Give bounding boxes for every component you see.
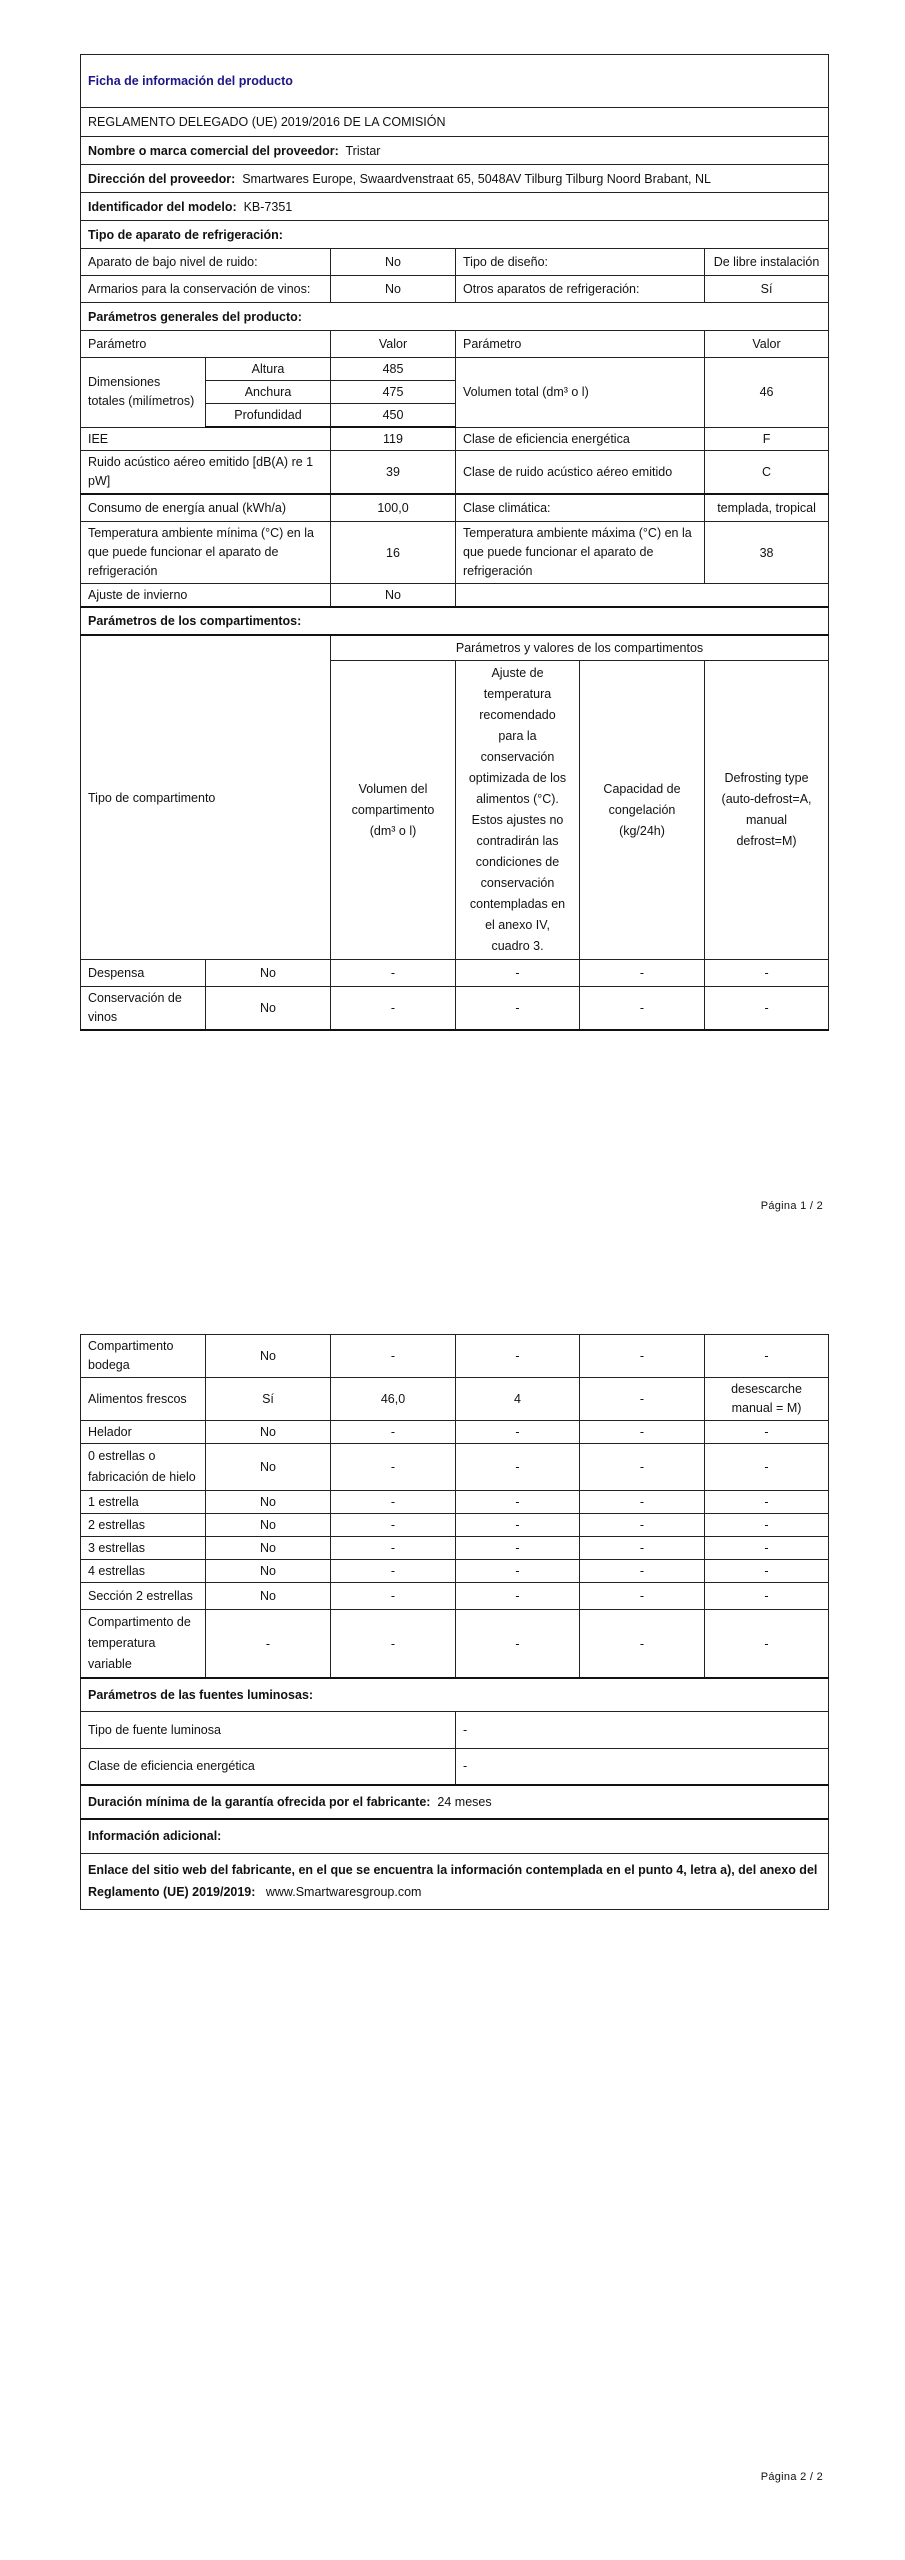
manufacturer-link-label: Enlace del sitio web del fabricante, en el que se encuentra la información contemplada en el punto 4, letra a), del anexo del Reglamento (UE) 2019/2019: xyxy=(88,1863,818,1899)
winter-setting-value: No xyxy=(331,584,456,608)
compartment-row xyxy=(81,1537,829,1560)
compartment-volume: - xyxy=(331,1491,456,1514)
compartment-defrost: - xyxy=(705,960,829,987)
compartment-temp: - xyxy=(456,1491,580,1514)
compartment-temp: - xyxy=(456,1335,580,1378)
supplier-name-row xyxy=(81,137,829,165)
energy-class-value: F xyxy=(705,427,829,451)
min-temp-label: Temperatura ambiente mínima (°C) en la que puede funcionar el aparato de refrigeración xyxy=(81,522,331,584)
compartment-row xyxy=(81,1335,829,1378)
page-number-2: Página 2 / 2 xyxy=(760,2471,823,2483)
compartment-freeze: - xyxy=(580,1610,705,1679)
supplier-address-value: Smartwares Europe, Swaardvenstraat 65, 5048AV Tilburg Tilburg Noord Brabant, NL xyxy=(242,171,711,186)
compartment-row xyxy=(81,987,829,1031)
other-refrigeration-label: Otros aparatos de refrigeración: xyxy=(456,276,705,303)
compartment-present: No xyxy=(206,1421,331,1444)
value-col-header: Valor xyxy=(331,331,456,358)
light-energy-class-value: - xyxy=(456,1748,829,1785)
climate-class-value: templada, tropical xyxy=(705,494,829,522)
compartment-freeze: - xyxy=(580,1335,705,1378)
manufacturer-website-link[interactable]: www.Smartwaresgroup.com xyxy=(265,1885,422,1899)
compartment-present: No xyxy=(206,1444,331,1491)
wine-storage-label: Armarios para la conservación de vinos: xyxy=(81,276,331,303)
compartment-freeze: - xyxy=(580,987,705,1031)
other-refrigeration-value: Sí xyxy=(705,276,829,303)
model-identifier-row xyxy=(81,193,829,221)
dimensions-label: Dimensiones totales (milímetros) xyxy=(81,358,206,428)
compartment-temp: - xyxy=(456,1514,580,1537)
compartment-present: No xyxy=(206,1335,331,1378)
compartment-row xyxy=(81,1583,829,1610)
annual-energy-label: Consumo de energía anual (kWh/a) xyxy=(81,494,331,522)
design-type-label: Tipo de diseño: xyxy=(456,249,705,276)
compartment-row xyxy=(81,1560,829,1583)
warranty-row xyxy=(81,1785,829,1819)
compartment-temp: - xyxy=(456,987,580,1031)
compartment-volume: 46,0 xyxy=(331,1378,456,1421)
compartment-freeze: - xyxy=(580,1378,705,1421)
param-col-header-2: Parámetro xyxy=(456,331,705,358)
freezing-capacity-col-header: Capacidad de congelación (kg/24h) xyxy=(580,661,705,960)
compartment-row xyxy=(81,1421,829,1444)
climate-class-label: Clase climática: xyxy=(456,494,705,522)
compartment-freeze: - xyxy=(580,1444,705,1491)
compartment-row xyxy=(81,1378,829,1421)
compartment-defrost: - xyxy=(705,1491,829,1514)
compartments-section-title: Parámetros de los compartimentos: xyxy=(81,607,829,635)
compartment-name: Despensa xyxy=(81,960,206,987)
winter-setting-label: Ajuste de invierno xyxy=(81,584,331,608)
height-label: Altura xyxy=(206,358,331,381)
param-col-header: Parámetro xyxy=(81,331,331,358)
appliance-type-section-title: Tipo de aparato de refrigeración: xyxy=(81,221,829,249)
compartment-name: Compartimento de temperatura variable xyxy=(81,1610,206,1679)
compartment-name: 4 estrellas xyxy=(81,1560,206,1583)
compartment-volume: - xyxy=(331,1335,456,1378)
total-volume-label: Volumen total (dm³ o l) xyxy=(456,358,705,428)
general-params-section-title: Parámetros generales del producto: xyxy=(81,303,829,331)
compartment-present: No xyxy=(206,1537,331,1560)
temperature-col-header: Ajuste de temperatura recomendado para la conservación optimizada de los alimentos (°C). Estos ajustes no contradirán las condiciones de conservación contempladas en el anexo IV, cuadro 3. xyxy=(456,661,580,960)
compartment-volume: - xyxy=(331,1421,456,1444)
max-temp-value: 38 xyxy=(705,522,829,584)
empty-cell xyxy=(456,584,829,608)
warranty-label: Duración mínima de la garantía ofrecida por el fabricante: xyxy=(88,1795,431,1809)
compartment-defrost: - xyxy=(705,1610,829,1679)
noise-emission-label: Ruido acústico aéreo emitido [dB(A) re 1 pW] xyxy=(81,451,331,495)
compartment-row xyxy=(81,1610,829,1679)
compartment-freeze: - xyxy=(580,960,705,987)
compartment-freeze: - xyxy=(580,1537,705,1560)
compartment-defrost: - xyxy=(705,987,829,1031)
noise-class-label: Clase de ruido acústico aéreo emitido xyxy=(456,451,705,495)
min-temp-value: 16 xyxy=(331,522,456,584)
max-temp-label: Temperatura ambiente máxima (°C) en la que puede funcionar el aparato de refrigeración xyxy=(456,522,705,584)
compartment-temp: 4 xyxy=(456,1378,580,1421)
supplier-address-label: Dirección del proveedor: xyxy=(88,171,236,186)
compartment-freeze: - xyxy=(580,1583,705,1610)
design-type-value: De libre instalación xyxy=(705,249,829,276)
depth-value: 450 xyxy=(331,404,456,428)
page-number-1: Página 1 / 2 xyxy=(760,1200,823,1212)
total-volume-value: 46 xyxy=(705,358,829,428)
additional-info-section-title: Información adicional: xyxy=(81,1819,829,1853)
compartment-present: No xyxy=(206,1514,331,1537)
compartment-name: Conservación de vinos xyxy=(81,987,206,1031)
compartment-params-group-header: Parámetros y valores de los compartimentos xyxy=(331,635,829,661)
compartment-freeze: - xyxy=(580,1491,705,1514)
compartment-temp: - xyxy=(456,1421,580,1444)
compartment-freeze: - xyxy=(580,1514,705,1537)
model-identifier-label: Identificador del modelo: xyxy=(88,199,237,214)
compartment-temp: - xyxy=(456,960,580,987)
compartment-defrost: desescarche manual = M) xyxy=(705,1378,829,1421)
warranty-value: 24 meses xyxy=(437,1795,492,1809)
noise-class-value: C xyxy=(705,451,829,495)
value-col-header-2: Valor xyxy=(705,331,829,358)
compartment-defrost: - xyxy=(705,1444,829,1491)
compartment-defrost: - xyxy=(705,1421,829,1444)
compartment-defrost: - xyxy=(705,1537,829,1560)
compartment-volume: - xyxy=(331,1610,456,1679)
light-source-type-value: - xyxy=(456,1711,829,1748)
page-title: Ficha de información del producto xyxy=(81,55,829,108)
supplier-name-label: Nombre o marca comercial del proveedor: xyxy=(88,143,339,158)
compartment-name: 1 estrella xyxy=(81,1491,206,1514)
compartment-name: 2 estrellas xyxy=(81,1514,206,1537)
compartment-volume: - xyxy=(331,1537,456,1560)
compartment-present: Sí xyxy=(206,1378,331,1421)
eei-label: IEE xyxy=(81,427,331,451)
energy-class-label: Clase de eficiencia energética xyxy=(456,427,705,451)
light-source-section-title: Parámetros de las fuentes luminosas: xyxy=(81,1678,829,1711)
compartment-volume: - xyxy=(331,1583,456,1610)
compartment-name: Helador xyxy=(81,1421,206,1444)
compartment-defrost: - xyxy=(705,1583,829,1610)
compartment-present: No xyxy=(206,987,331,1031)
compartment-type-header: Tipo de compartimento xyxy=(81,635,331,960)
compartment-freeze: - xyxy=(580,1421,705,1444)
product-info-sheet-page-2 xyxy=(80,1334,829,1910)
noise-emission-value: 39 xyxy=(331,451,456,495)
compartment-volume: - xyxy=(331,1560,456,1583)
width-label: Anchura xyxy=(206,381,331,404)
compartment-row xyxy=(81,960,829,987)
annual-energy-value: 100,0 xyxy=(331,494,456,522)
volume-col-header: Volumen del compartimento (dm³ o l) xyxy=(331,661,456,960)
compartment-present: - xyxy=(206,1610,331,1679)
low-noise-label: Aparato de bajo nivel de ruido: xyxy=(81,249,331,276)
compartment-row xyxy=(81,1491,829,1514)
compartment-present: No xyxy=(206,960,331,987)
compartment-freeze: - xyxy=(580,1560,705,1583)
compartment-defrost: - xyxy=(705,1560,829,1583)
compartment-name: Alimentos frescos xyxy=(81,1378,206,1421)
compartment-temp: - xyxy=(456,1560,580,1583)
depth-label: Profundidad xyxy=(206,404,331,428)
compartment-temp: - xyxy=(456,1537,580,1560)
compartment-present: No xyxy=(206,1583,331,1610)
compartment-temp: - xyxy=(456,1444,580,1491)
defrost-type-col-header: Defrosting type (auto-defrost=A, manual defrost=M) xyxy=(705,661,829,960)
compartment-name: Sección 2 estrellas xyxy=(81,1583,206,1610)
compartment-name: 3 estrellas xyxy=(81,1537,206,1560)
compartment-temp: - xyxy=(456,1610,580,1679)
compartment-name: Compartimento bodega xyxy=(81,1335,206,1378)
height-value: 485 xyxy=(331,358,456,381)
compartment-volume: - xyxy=(331,960,456,987)
compartment-volume: - xyxy=(331,987,456,1031)
width-value: 475 xyxy=(331,381,456,404)
supplier-name-value: Tristar xyxy=(345,143,381,158)
compartment-present: No xyxy=(206,1491,331,1514)
model-identifier-value: KB-7351 xyxy=(243,199,293,214)
wine-storage-value: No xyxy=(331,276,456,303)
manufacturer-link-row xyxy=(81,1853,829,1909)
supplier-address-row xyxy=(81,165,829,193)
product-info-sheet-page-1 xyxy=(80,54,829,1031)
low-noise-value: No xyxy=(331,249,456,276)
compartment-name: 0 estrellas o fabricación de hielo xyxy=(81,1444,206,1491)
compartment-row xyxy=(81,1514,829,1537)
compartment-row xyxy=(81,1444,829,1491)
compartment-present: No xyxy=(206,1560,331,1583)
compartment-temp: - xyxy=(456,1583,580,1610)
light-source-type-label: Tipo de fuente luminosa xyxy=(81,1711,456,1748)
compartment-volume: - xyxy=(331,1514,456,1537)
compartment-defrost: - xyxy=(705,1514,829,1537)
compartment-defrost: - xyxy=(705,1335,829,1378)
eei-value: 119 xyxy=(331,427,456,451)
regulation-reference: REGLAMENTO DELEGADO (UE) 2019/2016 DE LA COMISIÓN xyxy=(81,108,829,137)
compartment-volume: - xyxy=(331,1444,456,1491)
light-energy-class-label: Clase de eficiencia energética xyxy=(81,1748,456,1785)
